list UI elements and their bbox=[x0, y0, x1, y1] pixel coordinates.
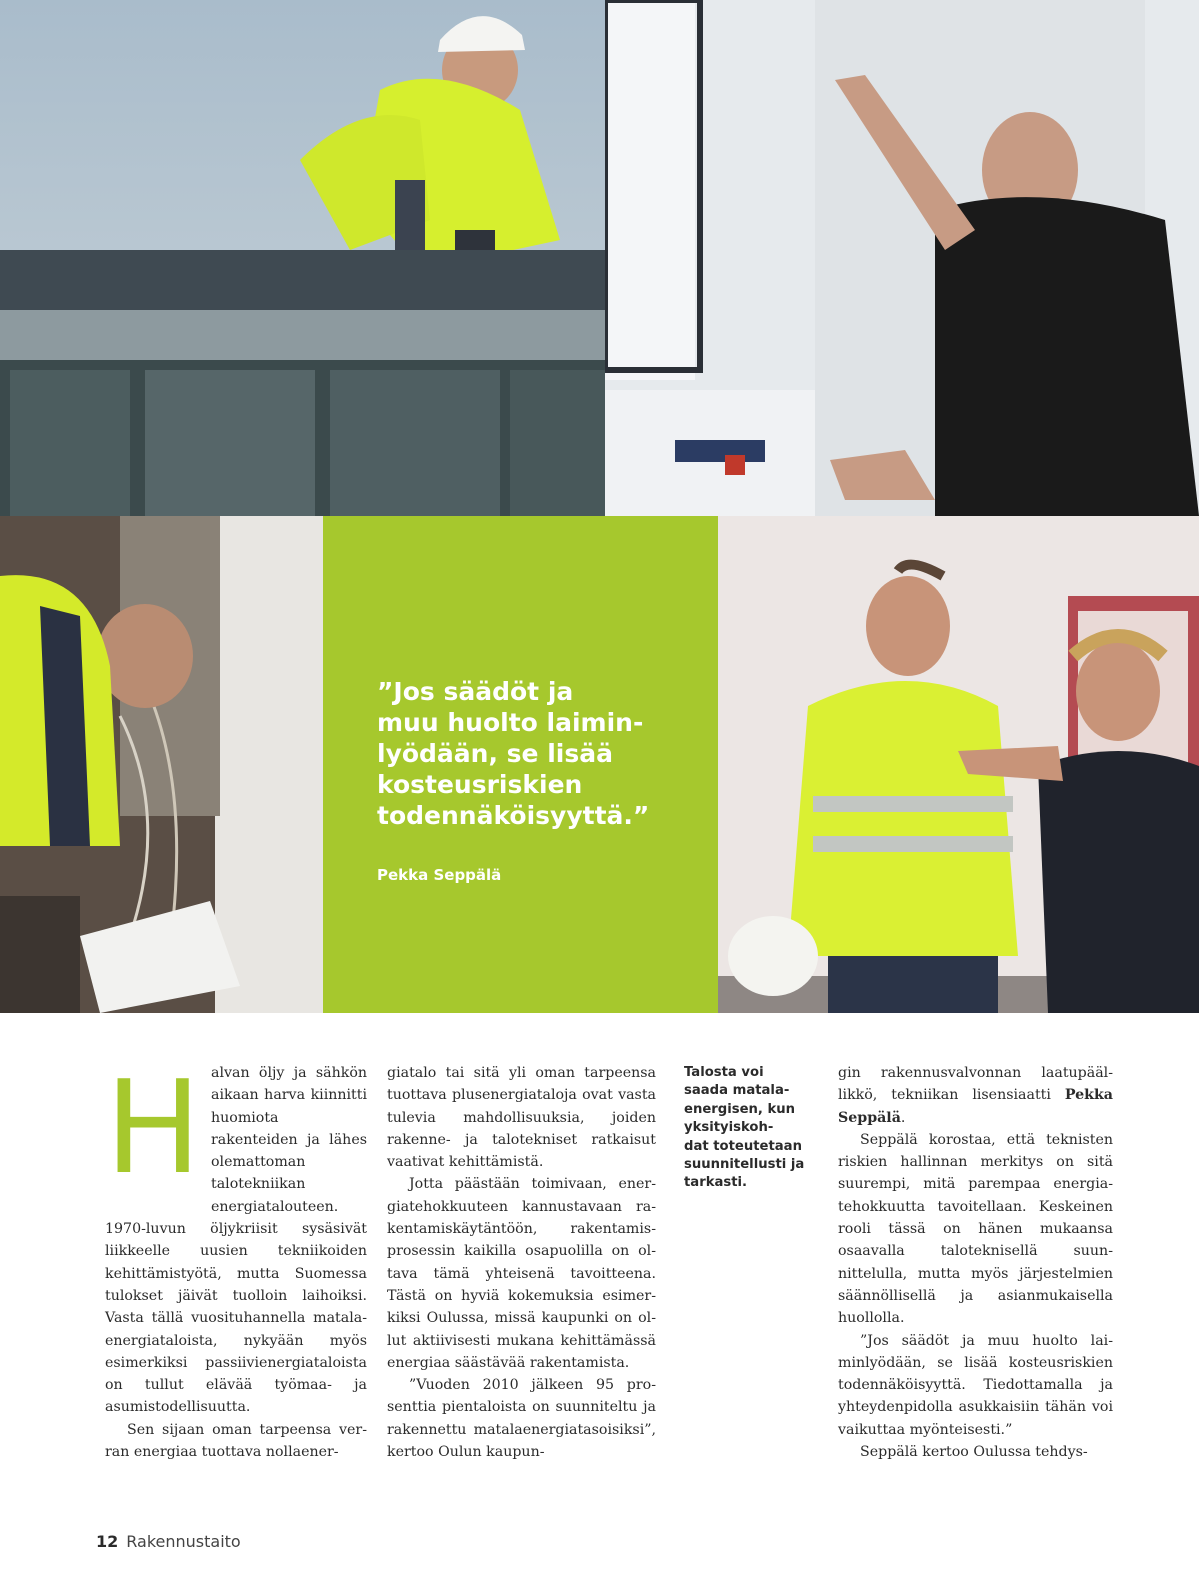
article-column-2 bbox=[387, 1062, 656, 1463]
article-paragraph: giatalo tai sitä yli oman tarpeensa tuottava plusenergiataloja ovat vasta tulevia mahdollisuuksia, joiden rakenne- ja talotekniset ratkaisut vaativat kehittämistä. bbox=[387, 1065, 656, 1171]
paragraph-text: . bbox=[900, 1109, 906, 1126]
person-name: Pekka Seppälä bbox=[838, 1087, 1113, 1126]
article-paragraph: ”Vuoden 2010 jälkeen 95 prosenttia pientaloista on suunniteltu ja rakennettu matalaenergiatasoisiksi”, kertoo Oulun kaupun- bbox=[387, 1377, 656, 1461]
article-paragraph: alvan öljy ja sähkön aikaan harva kiinnitti huomiota rakenteiden ja lähes olemattoman talotekniikan energiatalouteen. 1970-luvun öljykriisit sysäsivät liikkeelle uusien tekniikoiden kehittämistyötä, mutta Suomessa tulokset jäivät tuolloin laihoiksi. Vasta tällä vuosituhannella matalaenergiataloista, nykyään myös esimerkiksi passiivienergiataloista on tullut elävää työmaa- ja asumistodellisuutta. bbox=[105, 1065, 367, 1416]
photo-worker-on-roof bbox=[0, 0, 605, 516]
pull-quote-author: Pekka Seppälä bbox=[377, 866, 502, 884]
article-paragraph: Seppälä kertoo Oulussa tehdys- bbox=[860, 1444, 1088, 1461]
article-column-4 bbox=[838, 1062, 1113, 1463]
page-number: 12 bbox=[96, 1532, 119, 1551]
quote-box bbox=[323, 516, 718, 1013]
photo-two-men-in-room bbox=[718, 516, 1199, 1013]
article-paragraph: Seppälä korostaa, että teknisten riskien hallinnan merkitys on sitä suurempi, mitä parempaa energiatehokkuutta tavoitellaan. Keskeinen rooli tässä on hänen mukaansa osaavalla taloteknisellä suunnittelulla, mutta myös järjestelmien säännöllisellä ja asianmukaisella huollolla. bbox=[838, 1131, 1113, 1327]
article-paragraph bbox=[838, 1062, 1113, 1129]
article-paragraph: ”Jos säädöt ja muu huolto laiminlyödään, se lisää kosteusriskien todennäköisyyttä. Tiedottamalla ja yhteydenpidolla asukkaisiin tähän voi vaikuttaa myönteisesti.” bbox=[838, 1332, 1113, 1438]
drop-cap: H bbox=[105, 1054, 202, 1203]
pullout-text: Talosta voi saada matala- energisen, kun yksityiskoh- dat toteutetaan suunnitellusti ja tarkasti. bbox=[684, 1065, 805, 1191]
paragraph-text: gin rakennusvalvonnan laatupäällikkö, tekniikan lisensiaatti bbox=[838, 1065, 1113, 1104]
photo-man-at-electrical-panel bbox=[0, 516, 323, 1013]
roof-photo-illustration bbox=[0, 0, 605, 516]
article-paragraph: Jotta päästään toimivaan, energiatehokkuuteen kannustavaan rakentamiskäytäntöön, rakentamisprosessin kaikilla osapuolilla on oltava tämä yhteisenä tavoitteena. Tästä on hyviä kokemuksia esimerkiksi Oulussa, missä kaupunki on ollut aktiivisesti mukana kehittämässä energiaa säästävää rakentamista. bbox=[387, 1176, 656, 1371]
photo-man-at-wall bbox=[605, 0, 1199, 516]
pull-quote-text: ”Jos säädöt ja muu huolto laimin- lyödään, se lisää kosteusriskien todennäköisyyttä.” bbox=[377, 677, 650, 830]
article-column-1 bbox=[105, 1054, 367, 1463]
magazine-name: Rakennustaito bbox=[126, 1532, 241, 1551]
two-men-photo-illustration bbox=[718, 516, 1199, 1013]
article-paragraph: Sen sijaan oman tarpeensa verran energiaa tuottava nollaener- bbox=[105, 1421, 367, 1461]
wall-photo-illustration bbox=[605, 0, 1199, 516]
panel-photo-illustration bbox=[0, 516, 323, 1013]
page-footer bbox=[96, 1532, 241, 1551]
